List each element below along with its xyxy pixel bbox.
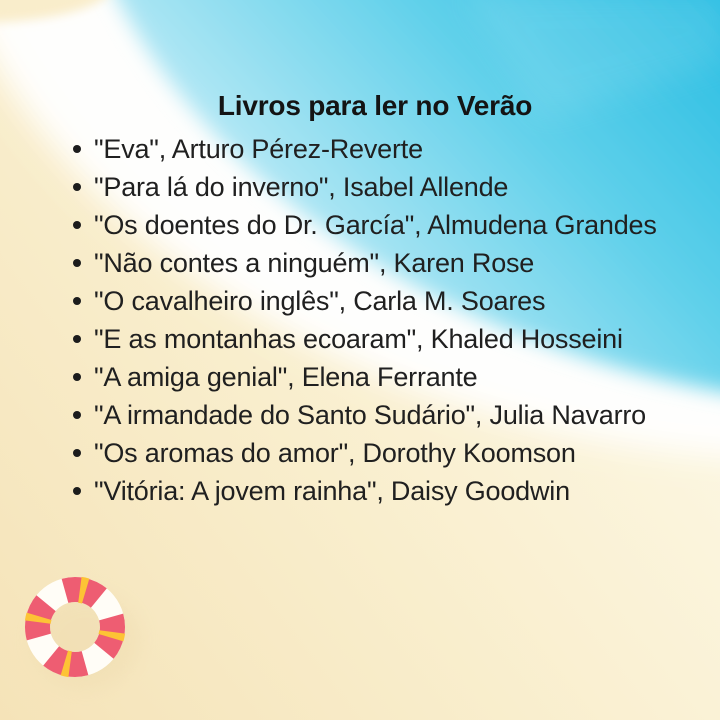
list-item [64, 282, 686, 320]
list-item [64, 396, 686, 434]
bullet-icon [73, 259, 81, 267]
bullet-icon [73, 221, 81, 229]
list-item [64, 206, 686, 244]
list-item [64, 472, 686, 510]
bullet-icon [73, 373, 81, 381]
book-entry: "Eva", Arturo Pérez-Reverte [94, 133, 423, 164]
bullet-icon [73, 145, 81, 153]
bullet-icon [73, 487, 81, 495]
book-entry: "Não contes a ninguém", Karen Rose [94, 247, 535, 278]
book-entry: "E as montanhas ecoaram", Khaled Hosseini [94, 323, 623, 354]
list-item [64, 320, 686, 358]
book-entry: "Os aromas do amor", Dorothy Koomson [94, 437, 576, 468]
book-entry: "Os doentes do Dr. García", Almudena Grandes [94, 209, 657, 240]
bullet-icon [73, 297, 81, 305]
list-item [64, 434, 686, 472]
list-item [64, 130, 686, 168]
text-block [64, 90, 686, 510]
list-item [64, 358, 686, 396]
book-entry: "O cavalheiro inglês", Carla M. Soares [94, 285, 546, 316]
book-entry: "Vitória: A jovem rainha", Daisy Goodwin [94, 475, 570, 506]
book-entry: "A irmandade do Santo Sudário", Julia Navarro [94, 399, 646, 430]
bullet-icon [73, 183, 81, 191]
list-item [64, 168, 686, 206]
book-entry: "A amiga genial", Elena Ferrante [94, 361, 478, 392]
bullet-icon [73, 335, 81, 343]
lifebuoy-icon [15, 567, 135, 687]
page-title: Livros para ler no Verão [217, 90, 533, 121]
list-item [64, 244, 686, 282]
book-list [64, 130, 686, 510]
book-entry: "Para lá do inverno", Isabel Allende [94, 171, 509, 202]
bullet-icon [73, 449, 81, 457]
bullet-icon [73, 411, 81, 419]
